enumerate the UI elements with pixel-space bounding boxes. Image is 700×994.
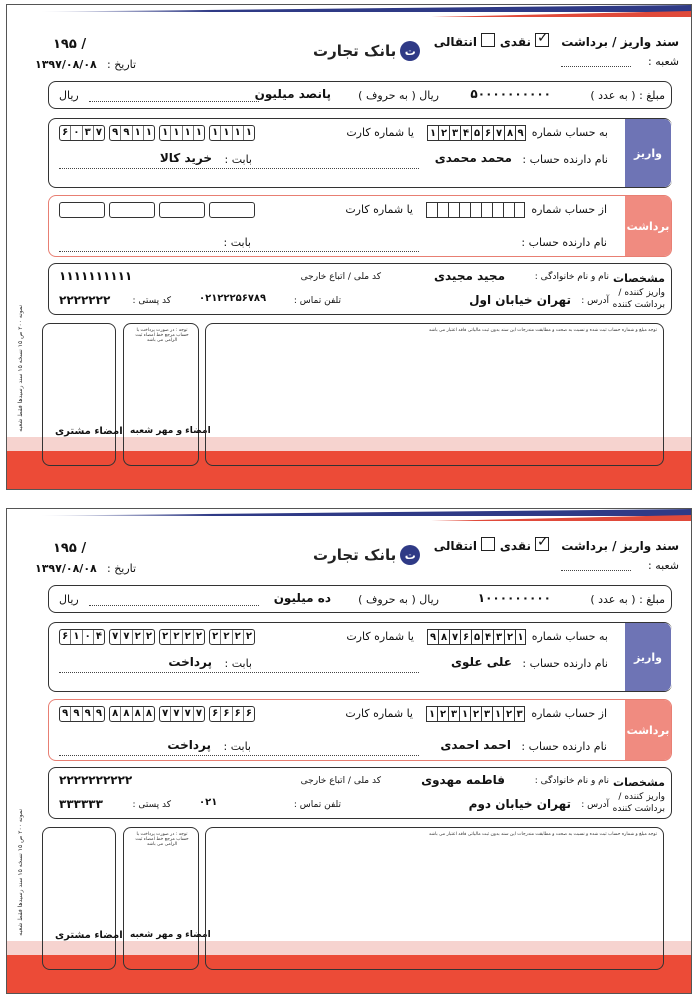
card-digit: ۴: [93, 630, 104, 644]
top-stripe: [7, 5, 691, 19]
address-label: آدرس :: [581, 800, 609, 810]
naghdi-label: نقدی: [499, 539, 531, 553]
name-value[interactable]: فاطمه مهدوی: [421, 773, 505, 787]
rial-words-label: ریال ( به حروف ): [358, 89, 439, 102]
account-digit-cell[interactable]: ۱: [426, 706, 437, 722]
to-babat-value[interactable]: خرید کالا: [159, 151, 212, 165]
card-digit: ۶: [62, 631, 69, 642]
card-digit: ۷: [170, 707, 181, 721]
doc-title: سند واریز / برداشت: [561, 35, 679, 49]
notes-box[interactable]: [205, 323, 664, 466]
bank-name: بانک تجارت: [313, 42, 397, 60]
address-label: آدرس :: [581, 296, 609, 306]
branch-note: توجه : در صورت پرداخت با حساب مرجع خط امضاء ثبت الزامی می باشد: [135, 832, 189, 847]
from-holder-label: نام دارنده حساب :: [521, 740, 607, 753]
account-digit-cell[interactable]: [459, 202, 470, 218]
to-holder-line: [59, 167, 419, 169]
specs-sub2: برداشت کننده: [612, 300, 665, 310]
amount-words-value[interactable]: ده میلیون: [273, 591, 331, 605]
naghdi-checkbox[interactable]: [535, 534, 549, 551]
specs-sub2: برداشت کننده: [612, 804, 665, 814]
variz-block: [48, 118, 672, 188]
amount-words-value[interactable]: پانصد میلیون: [254, 87, 331, 101]
name-label: نام و نام خانوادگی :: [534, 776, 609, 786]
amount-box: [48, 585, 672, 613]
rial-label: ریال: [59, 89, 79, 102]
to-holder-value[interactable]: علی علوی: [450, 655, 512, 669]
rial-words-label: ریال ( به حروف ): [358, 593, 439, 606]
date-value: ۱۳۹۷/۰۸/۰۸: [35, 58, 97, 71]
bank-logo: [313, 545, 420, 565]
account-digit-cell[interactable]: [470, 202, 481, 218]
to-account-label: به حساب شماره: [531, 126, 608, 139]
card-digit: ۸: [132, 707, 143, 721]
serial-number: ۱۹۵ /: [53, 541, 87, 556]
branch-note: توجه : در صورت پرداخت با حساب مرجع خط امضاء ثبت الزامی می باشد: [135, 328, 189, 343]
from-account-label: از حساب شماره: [531, 203, 607, 216]
from-holder-line: [59, 250, 419, 252]
amount-line: [89, 604, 259, 606]
check-mark: ✓: [537, 30, 549, 46]
specs-block: [48, 767, 672, 819]
enteghali-checkbox[interactable]: [481, 537, 495, 551]
tab-variz: [625, 623, 671, 691]
card-digit: ۰: [70, 126, 81, 140]
card-digit: ۱: [243, 126, 254, 140]
card-digit: ۷: [162, 708, 169, 719]
card-digit: ۹: [62, 708, 69, 719]
tab-bardasht-label: برداشت: [626, 219, 670, 233]
card-digit: ۲: [193, 630, 204, 644]
card-number-group[interactable]: [109, 125, 155, 141]
tab-bardasht: [625, 700, 671, 760]
card-number-group[interactable]: [59, 706, 105, 722]
customer-signature-box[interactable]: [42, 323, 123, 466]
card-number-group[interactable]: [209, 125, 255, 141]
from-babat-label: بابت :: [223, 236, 251, 249]
account-digit-cell[interactable]: [481, 202, 492, 218]
card-digit: ۷: [112, 631, 119, 642]
amount-number-label: مبلغ : ( به عدد ): [590, 593, 665, 606]
date-label: تاریخ :: [107, 58, 137, 71]
from-holder-value[interactable]: احمد احمدی: [440, 738, 511, 752]
branch-line: [561, 569, 631, 571]
specs-block: [48, 263, 672, 315]
card-digit: ۱: [162, 127, 169, 138]
account-digit-cell[interactable]: ۳: [481, 706, 492, 722]
card-digit: ۱: [220, 126, 231, 140]
from-account-cells[interactable]: [426, 202, 525, 218]
to-card-label: یا شماره کارت: [346, 126, 414, 139]
card-digit: ۹: [93, 707, 104, 721]
branch-signature-label: امضاء و مهر شعبه: [130, 930, 211, 940]
card-digit: ۱: [212, 127, 219, 138]
card-number-group[interactable]: [159, 706, 205, 722]
amount-number-value[interactable]: ۵۰۰۰۰۰۰۰۰۰۰: [470, 87, 551, 101]
card-digit: ۱: [193, 126, 204, 140]
from-babat-value[interactable]: پرداخت: [167, 738, 211, 752]
card-number-group[interactable]: [209, 706, 255, 722]
phone-label: تلفن تماس :: [293, 296, 341, 306]
from-babat-label: بابت :: [223, 740, 251, 753]
to-account-cells[interactable]: [427, 629, 526, 645]
rial-label: ریال: [59, 593, 79, 606]
account-digit-cell[interactable]: ۳: [514, 706, 525, 722]
card-number-group[interactable]: [209, 629, 255, 645]
account-digit-cell[interactable]: ۵: [471, 125, 482, 141]
national-code-value[interactable]: ۲۲۲۲۲۲۲۲۲۲: [59, 773, 133, 787]
account-digit-cell[interactable]: [426, 202, 437, 218]
card-number-group[interactable]: [209, 202, 255, 218]
to-holder-line: [59, 671, 419, 673]
to-babat-value[interactable]: پرداخت: [168, 655, 212, 669]
serial-number: ۱۹۵ /: [53, 37, 87, 52]
bank-emblem-icon: ت: [400, 41, 420, 61]
account-digit-cell[interactable]: ۸: [504, 125, 515, 141]
phone-value[interactable]: ۰۲۱: [199, 797, 218, 808]
card-digit: ۱: [182, 126, 193, 140]
bardasht-block: [48, 699, 672, 761]
customer-signature-box[interactable]: [42, 827, 123, 970]
deposit-slip-2: [6, 508, 692, 994]
tab-bardasht: [625, 196, 671, 256]
card-digit: ۲: [182, 630, 193, 644]
card-digit: ۶: [220, 707, 231, 721]
enteghali-label: انتقالی: [433, 35, 477, 49]
card-number-group[interactable]: [59, 202, 105, 218]
card-number-group[interactable]: [59, 125, 105, 141]
account-digit-cell[interactable]: ۵: [471, 629, 482, 645]
card-digit: ۱: [132, 126, 143, 140]
card-number-group[interactable]: [109, 202, 155, 218]
card-digit: ۶: [212, 708, 219, 719]
account-digit-cell[interactable]: ۱: [459, 706, 470, 722]
card-digit: ۳: [82, 126, 93, 140]
account-digit-cell[interactable]: [448, 202, 459, 218]
to-card-label: یا شماره کارت: [346, 630, 414, 643]
to-account-cells[interactable]: [427, 125, 526, 141]
enteghali-label: انتقالی: [433, 539, 477, 553]
phone-label: تلفن تماس :: [293, 800, 341, 810]
account-digit-cell[interactable]: ۳: [448, 706, 459, 722]
to-holder-value[interactable]: محمد محمدی: [434, 151, 512, 165]
card-digit: ۲: [143, 630, 154, 644]
account-digit-cell[interactable]: ۴: [460, 125, 471, 141]
card-digit: ۱: [232, 126, 243, 140]
card-digit: ۱: [170, 126, 181, 140]
account-digit-cell[interactable]: ۹: [427, 629, 438, 645]
national-code-label: کد ملی / اتباع خارجی: [300, 776, 381, 786]
card-number-group[interactable]: [109, 629, 155, 645]
card-digit: ۲: [220, 630, 231, 644]
to-holder-label: نام دارنده حساب :: [522, 657, 608, 670]
card-number-group[interactable]: [59, 629, 105, 645]
to-account-label: به حساب شماره: [531, 630, 608, 643]
specs-sub1: واریز کننده /: [618, 792, 665, 802]
from-card-label: یا شماره کارت: [345, 203, 413, 216]
card-digit: ۶: [232, 707, 243, 721]
name-label: نام و نام خانوادگی :: [534, 272, 609, 282]
card-digit: ۷: [182, 707, 193, 721]
card-digit: ۹: [120, 126, 131, 140]
postal-label: کد پستی :: [132, 296, 171, 306]
card-digit: ۷: [193, 707, 204, 721]
specs-sub1: واریز کننده /: [618, 288, 665, 298]
account-digit-cell[interactable]: ۳: [493, 629, 504, 645]
variz-block: [48, 622, 672, 692]
account-digit-cell[interactable]: ۱: [492, 706, 503, 722]
side-note: نمونه ۲۰۰ ص ۱۵ نسخه ۱۵ سند رسیدها فقط شعبه: [17, 305, 24, 432]
card-digit: ۲: [162, 631, 169, 642]
account-digit-cell[interactable]: [514, 202, 525, 218]
account-digit-cell[interactable]: ۹: [515, 125, 526, 141]
branch-label: شعبه :: [648, 55, 679, 68]
card-number-group[interactable]: [109, 706, 155, 722]
account-digit-cell[interactable]: ۶: [460, 629, 471, 645]
account-digit-cell[interactable]: ۴: [482, 629, 493, 645]
deposit-slip-1: [6, 4, 692, 490]
date-value: ۱۳۹۷/۰۸/۰۸: [35, 562, 97, 575]
account-digit-cell[interactable]: [503, 202, 514, 218]
date-label: تاریخ :: [107, 562, 137, 575]
notes-text: توجه مبلغ و شماره حساب ثبت شده و نسبت به صحت و مطابقت مندرجات این سند بدون ثبت مالیاتی فاقد اعتبار می باشد: [428, 832, 657, 837]
account-digit-cell[interactable]: ۲: [437, 706, 448, 722]
card-digit: ۶: [243, 707, 254, 721]
account-digit-cell[interactable]: [492, 202, 503, 218]
from-holder-line: [59, 754, 419, 756]
amount-line: [89, 100, 259, 102]
from-holder-label: نام دارنده حساب :: [521, 236, 607, 249]
tab-variz: [625, 119, 671, 187]
card-digit: ۸: [120, 707, 131, 721]
card-number-group[interactable]: [159, 202, 205, 218]
card-digit: ۶: [62, 127, 69, 138]
doc-title: سند واریز / برداشت: [561, 539, 679, 553]
bardasht-block: [48, 195, 672, 257]
branch-signature-box[interactable]: [123, 827, 211, 970]
national-code-value[interactable]: ۱۱۱۱۱۱۱۱۱۱: [59, 269, 133, 283]
account-digit-cell[interactable]: ۲: [503, 706, 514, 722]
account-digit-cell[interactable]: ۱: [427, 125, 438, 141]
national-code-label: کد ملی / اتباع خارجی: [300, 272, 381, 282]
card-digit: ۹: [70, 707, 81, 721]
account-digit-cell[interactable]: ۱: [515, 629, 526, 645]
account-digit-cell[interactable]: ۲: [504, 629, 515, 645]
branch-signature-label: امضاء و مهر شعبه: [130, 426, 211, 436]
card-digit: ۸: [143, 707, 154, 721]
customer-signature-label: امضاء مشتری: [55, 426, 123, 437]
name-value[interactable]: مجید مجیدی: [434, 269, 505, 283]
notes-text: توجه مبلغ و شماره حساب ثبت شده و نسبت به صحت و مطابقت مندرجات این سند بدون ثبت مالیاتی فاقد اعتبار می باشد: [428, 328, 657, 333]
postal-value[interactable]: ۲۲۲۲۲۲۲: [59, 293, 111, 307]
card-digit: ۸: [112, 708, 119, 719]
address-value[interactable]: تهران خیابان دوم: [468, 797, 571, 811]
card-number-group[interactable]: [159, 629, 205, 645]
specs-label: مشخصات: [613, 272, 665, 285]
account-digit-cell[interactable]: ۸: [438, 629, 449, 645]
card-digit: ۲: [170, 630, 181, 644]
amount-number-value[interactable]: ۱۰۰۰۰۰۰۰۰۰: [477, 591, 551, 605]
naghdi-label: نقدی: [499, 35, 531, 49]
from-account-cells[interactable]: [426, 706, 525, 722]
account-digit-cell[interactable]: ۲: [438, 125, 449, 141]
account-digit-cell[interactable]: ۷: [493, 125, 504, 141]
customer-signature-label: امضاء مشتری: [55, 930, 123, 941]
account-digit-cell[interactable]: [437, 202, 448, 218]
postal-label: کد پستی :: [132, 800, 171, 810]
phone-value[interactable]: ۰۲۱۲۲۲۵۶۷۸۹: [199, 293, 267, 304]
postal-value[interactable]: ۳۳۳۳۳۳: [59, 797, 103, 811]
card-number-group[interactable]: [159, 125, 205, 141]
check-mark: ✓: [537, 534, 549, 550]
to-holder-label: نام دارنده حساب :: [522, 153, 608, 166]
top-stripe: [7, 509, 691, 523]
to-babat-label: بابت :: [224, 657, 252, 670]
bank-logo: [313, 41, 420, 61]
account-digit-cell[interactable]: ۳: [449, 125, 460, 141]
specs-label: مشخصات: [613, 776, 665, 789]
tab-variz-label: واریز: [634, 650, 662, 664]
branch-label: شعبه :: [648, 559, 679, 572]
bank-emblem-icon: ت: [400, 545, 420, 565]
card-digit: ۹: [82, 707, 93, 721]
card-digit: ۹: [112, 127, 119, 138]
card-digit: ۲: [212, 631, 219, 642]
card-digit: ۰: [82, 630, 93, 644]
amount-box: [48, 81, 672, 109]
account-digit-cell[interactable]: ۲: [470, 706, 481, 722]
side-note: نمونه ۲۰۰ ص ۱۵ نسخه ۱۵ سند رسیدها فقط شعبه: [17, 809, 24, 936]
enteghali-checkbox[interactable]: [481, 33, 495, 47]
tab-variz-label: واریز: [634, 146, 662, 160]
account-digit-cell[interactable]: ۷: [449, 629, 460, 645]
bank-name: بانک تجارت: [313, 546, 397, 564]
naghdi-checkbox[interactable]: [535, 30, 549, 47]
to-babat-label: بابت :: [224, 153, 252, 166]
card-digit: ۲: [232, 630, 243, 644]
notes-box[interactable]: [205, 827, 664, 970]
card-digit: ۱: [70, 630, 81, 644]
from-card-label: یا شماره کارت: [345, 707, 413, 720]
card-digit: ۲: [243, 630, 254, 644]
branch-line: [561, 65, 631, 67]
from-account-label: از حساب شماره: [531, 707, 607, 720]
card-digit: ۲: [132, 630, 143, 644]
tab-bardasht-label: برداشت: [626, 723, 670, 737]
card-digit: ۷: [120, 630, 131, 644]
branch-signature-box[interactable]: [123, 323, 211, 466]
card-digit: ۷: [93, 126, 104, 140]
amount-number-label: مبلغ : ( به عدد ): [590, 89, 665, 102]
address-value[interactable]: تهران خیابان اول: [469, 293, 571, 307]
card-digit: ۱: [143, 126, 154, 140]
account-digit-cell[interactable]: ۶: [482, 125, 493, 141]
